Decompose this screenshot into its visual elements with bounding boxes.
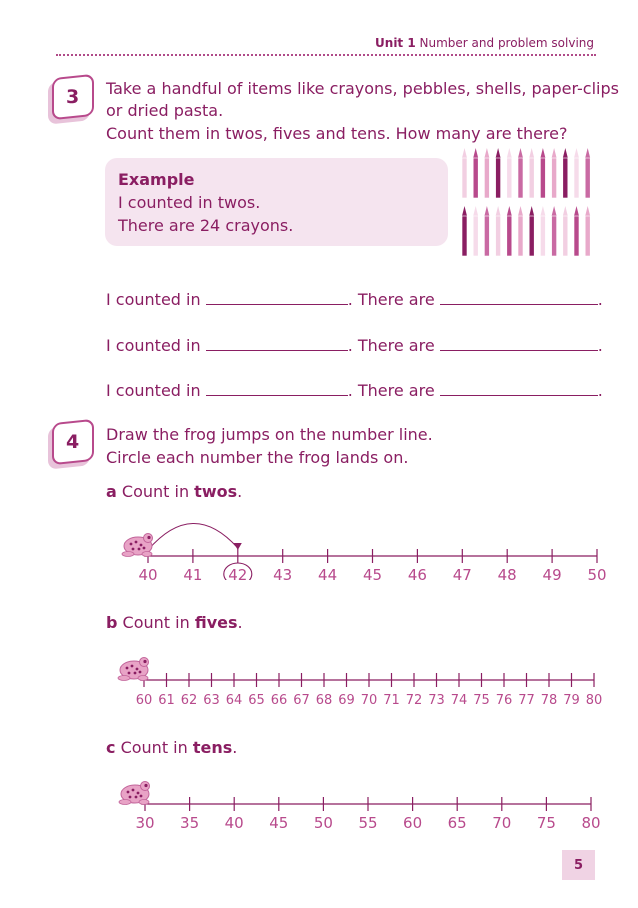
- fill-row-1: I counted in . There are .: [106, 290, 603, 309]
- number-line-label: 30: [135, 814, 155, 832]
- example-box: [105, 158, 448, 246]
- crayon-icon: [496, 148, 501, 198]
- crayon-icon: [484, 148, 489, 198]
- crayon-icon: [518, 148, 523, 198]
- fill-row-2: I counted in . There are .: [106, 336, 603, 355]
- crayon-icon: [563, 148, 568, 198]
- number-line-label: 65: [248, 693, 265, 708]
- crayon-icon: [574, 206, 579, 256]
- crayon-icon: [574, 148, 579, 198]
- number-line-label: 71: [383, 693, 400, 708]
- number-line-label: 70: [492, 814, 512, 832]
- number-line-label: 42: [228, 566, 248, 580]
- example-line-1: I counted in twos.: [118, 193, 261, 212]
- answer-blank-total[interactable]: [440, 381, 598, 396]
- number-line-label: 46: [407, 566, 427, 580]
- number-line-twos[interactable]: [112, 500, 612, 580]
- frog-icon: [118, 658, 149, 681]
- answer-blank-count-by[interactable]: [206, 381, 348, 396]
- question-3-badge: 3: [52, 74, 94, 120]
- number-line-label: 70: [360, 693, 378, 708]
- number-line-label: 50: [587, 566, 607, 580]
- number-line-label: 40: [138, 566, 158, 580]
- crayon-icon: [585, 148, 590, 198]
- number-line-label: 73: [428, 693, 445, 708]
- fill-row-3: I counted in . There are .: [106, 381, 603, 400]
- crayon-icon: [473, 206, 478, 256]
- number-line-label: 41: [183, 566, 203, 580]
- frog-icon: [122, 534, 153, 557]
- number-line-label: 76: [495, 693, 513, 708]
- number-line-label: 69: [338, 693, 355, 708]
- number-line-label: 60: [403, 814, 423, 832]
- number-line-label: 80: [581, 814, 601, 832]
- number-line-label: 77: [518, 693, 535, 708]
- number-line-label: 62: [180, 693, 198, 708]
- crayon-icon: [507, 206, 512, 256]
- part-a-heading: a Count in twos.: [106, 482, 243, 501]
- crayon-icon: [518, 206, 523, 256]
- crayon-icon: [484, 206, 489, 256]
- crayons-illustration: [458, 148, 598, 260]
- number-line-label: 48: [497, 566, 517, 580]
- q3-line-3: Count them in twos, fives and tens. How many are there?: [106, 124, 568, 143]
- number-line-tens[interactable]: [112, 760, 612, 840]
- q3-line-1: Take a handful of items like crayons, pebbles, shells, paper-clips: [106, 79, 619, 98]
- crayon-icon: [540, 148, 545, 198]
- number-line-label: 64: [225, 693, 243, 708]
- frog-icon: [119, 782, 150, 805]
- arrow-head-icon: [234, 543, 242, 550]
- number-line-label: 72: [405, 693, 423, 708]
- crayon-icon: [529, 206, 534, 256]
- number-line-label: 45: [269, 814, 289, 832]
- number-line-label: 35: [180, 814, 200, 832]
- answer-blank-total[interactable]: [440, 290, 598, 305]
- number-line-label: 79: [563, 693, 580, 708]
- number-line-label: 75: [536, 814, 556, 832]
- crayon-icon: [507, 148, 512, 198]
- number-line-label: 65: [447, 814, 467, 832]
- q4-line-1: Draw the frog jumps on the number line.: [106, 425, 433, 444]
- example-line-2: There are 24 crayons.: [118, 216, 294, 235]
- crayon-icon: [462, 206, 467, 256]
- crayon-icon: [563, 206, 568, 256]
- number-line-label: 60: [135, 693, 153, 708]
- header-divider: [56, 54, 596, 56]
- crayon-icon: [496, 206, 501, 256]
- frog-jump-arc: [148, 523, 238, 550]
- number-line-label: 47: [452, 566, 472, 580]
- number-line-label: 80: [585, 693, 603, 708]
- crayon-icon: [473, 148, 478, 198]
- number-line-label: 40: [224, 814, 244, 832]
- number-line-label: 66: [270, 693, 288, 708]
- number-line-label: 74: [450, 693, 468, 708]
- number-line-label: 68: [315, 693, 333, 708]
- crayon-icon: [552, 206, 557, 256]
- example-title: Example: [118, 170, 195, 189]
- number-line-label: 55: [358, 814, 378, 832]
- crayon-icon: [585, 206, 590, 256]
- crayon-icon: [540, 206, 545, 256]
- number-line-label: 43: [273, 566, 293, 580]
- number-line-label: 61: [158, 693, 175, 708]
- number-line-label: 49: [542, 566, 562, 580]
- number-line-label: 44: [318, 566, 338, 580]
- crayon-icon: [529, 148, 534, 198]
- number-line-label: 75: [473, 693, 490, 708]
- number-line-label: 45: [362, 566, 383, 580]
- unit-title: Number and problem solving: [419, 36, 594, 50]
- crayon-icon: [552, 148, 557, 198]
- q3-line-2: or dried pasta.: [106, 101, 224, 120]
- q4-line-2: Circle each number the frog lands on.: [106, 448, 409, 467]
- number-line-label: 78: [540, 693, 558, 708]
- unit-label: Unit 1: [375, 36, 416, 50]
- number-line-fives[interactable]: [112, 630, 612, 710]
- part-b-heading: b Count in fives.: [106, 613, 243, 632]
- answer-blank-count-by[interactable]: [206, 290, 348, 305]
- number-line-label: 50: [313, 814, 333, 832]
- part-c-heading: c Count in tens.: [106, 738, 238, 757]
- crayon-icon: [462, 148, 467, 198]
- answer-blank-total[interactable]: [440, 336, 598, 351]
- number-line-label: 63: [203, 693, 220, 708]
- page-number: 5: [562, 850, 595, 880]
- answer-blank-count-by[interactable]: [206, 336, 348, 351]
- question-4-badge: 4: [52, 419, 94, 465]
- number-line-label: 67: [293, 693, 310, 708]
- unit-header: [375, 36, 594, 50]
